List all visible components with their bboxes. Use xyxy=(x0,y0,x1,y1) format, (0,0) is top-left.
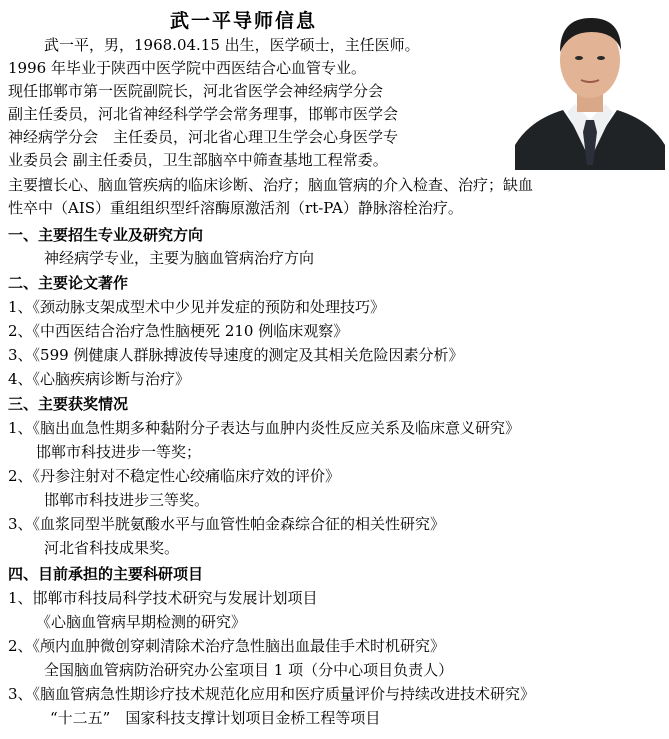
section-heading: 三、主要获奖情况 xyxy=(8,395,129,413)
list-item: 2、《中西医结合治疗急性脑梗死 210 例临床观察》 xyxy=(8,322,349,340)
list-item: 3、《599 例健康人群脉搏波传导速度的测定及其相关危险因素分析》 xyxy=(8,346,464,364)
list-item: 1、邯郸市科技局科学技术研究与发展计划项目 xyxy=(8,589,318,607)
list-item: 2、《颅内血肿微创穿刺清除术治疗急性脑出血最佳手术时机研究》 xyxy=(8,637,446,655)
intro-line: 性卒中（AIS）重组组织型纤溶酶原激活剂（rt-PA）静脉溶栓治疗。 xyxy=(8,199,463,217)
portrait-image xyxy=(515,0,665,170)
list-item: 1、《颈动脉支架成型术中少见并发症的预防和处理技巧》 xyxy=(8,298,386,316)
list-item: 邯郸市科技进步三等奖。 xyxy=(44,491,210,509)
list-item: 全国脑血管病防治研究办公室项目 1 项（分中心项目负责人） xyxy=(44,661,454,679)
list-item: “十二五” 国家科技支撑计划项目金桥工程等项目 xyxy=(50,709,381,727)
portrait-photo xyxy=(515,0,665,170)
list-item: 2、《丹参注射对不稳定性心绞痛临床疗效的评价》 xyxy=(8,467,341,485)
intro-line: 1996 年毕业于陕西中医学院中西医结合心血管专业。 xyxy=(8,59,366,77)
intro-line: 神经病学分会 主任委员，河北省心理卫生学会心身医学专 xyxy=(8,128,399,146)
intro-line: 主要擅长心、脑血管疾病的临床诊断、治疗；脑血管病的介入检查、治疗；缺血 xyxy=(8,176,534,194)
page-title: 武一平导师信息 xyxy=(170,10,318,32)
list-item: 4、《心脑疾病诊断与治疗》 xyxy=(8,370,191,388)
section-heading: 一、主要招生专业及研究方向 xyxy=(8,226,204,244)
section-heading: 二、主要论文著作 xyxy=(8,274,129,292)
list-item: 邯郸市科技进步一等奖； xyxy=(36,443,202,461)
section-heading: 四、目前承担的主要科研项目 xyxy=(8,565,204,583)
list-item: 河北省科技成果奖。 xyxy=(44,539,180,557)
list-item: 神经病学专业，主要为脑血管病治疗方向 xyxy=(44,249,315,267)
intro-line: 业委员会 副主任委员，卫生部脑卒中筛查基地工程常委。 xyxy=(8,151,388,169)
intro-line: 副主任委员，河北省神经科学学会常务理事，邯郸市医学会 xyxy=(8,105,399,123)
list-item: 1、《脑出血急性期多种黏附分子表达与血肿内炎性反应关系及临床意义研究》 xyxy=(8,419,521,437)
list-item: 《心脑血管病早期检测的研究》 xyxy=(36,613,247,631)
intro-line: 现任邯郸市第一医院副院长，河北省医学会神经病学分会 xyxy=(8,82,384,100)
list-item: 3、《脑血管病急性期诊疗技术规范化应用和医疗质量评价与持续改进技术研究》 xyxy=(8,685,536,703)
intro-line: 武一平，男，1968.04.15 出生，医学硕士，主任医师。 xyxy=(44,36,420,54)
list-item: 3、《血浆同型半胱氨酸水平与血管性帕金森综合征的相关性研究》 xyxy=(8,515,446,533)
